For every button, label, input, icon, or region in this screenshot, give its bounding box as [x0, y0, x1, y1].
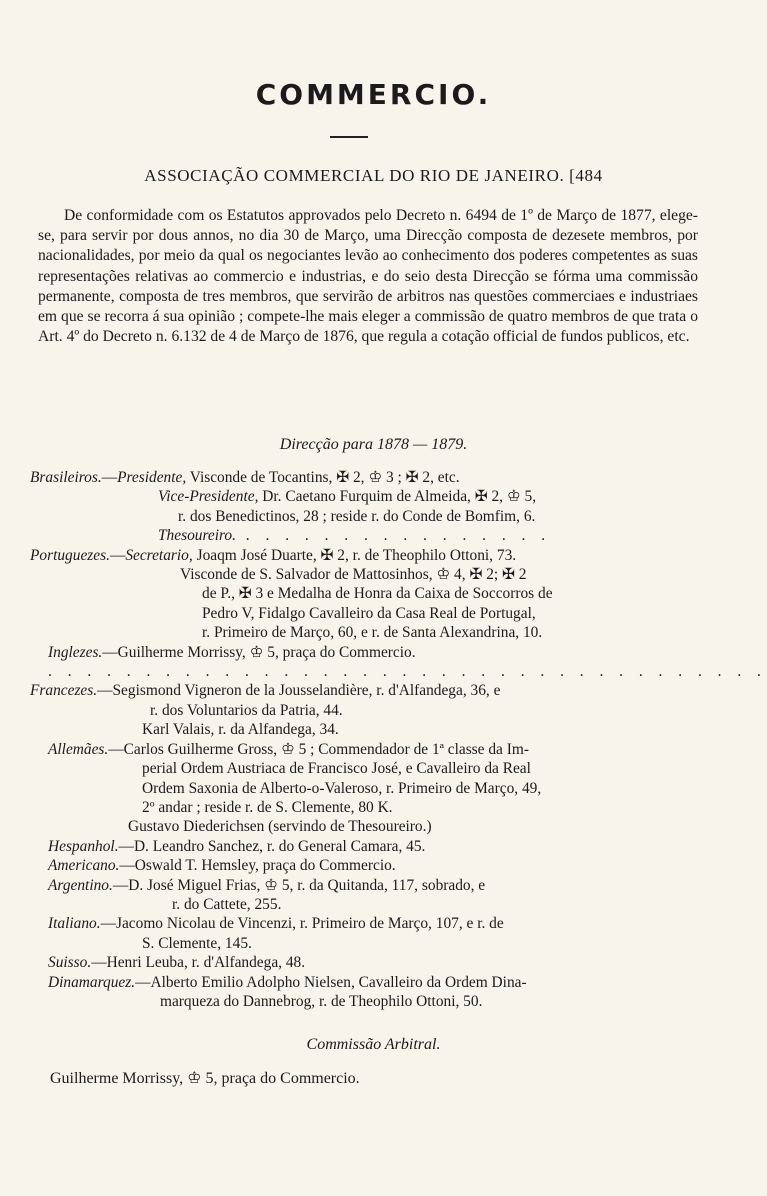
member-text: Segismond Vigneron de la Jousselandière, r. d'Alfandega, 36, e — [112, 682, 501, 700]
entry-allemaes-4: 2º andar ; reside r. de S. Clemente, 80 K. — [142, 798, 393, 816]
entry-dinamarquez-1: Dinamarquez.—Alberto Emilio Adolpho Nielsen, Cavalleiro da Ordem Dina- — [48, 973, 527, 991]
entry-brasileiros-presidente: Brasileiros.—Presidente, Visconde de Tocantins, ✠ 2, ♔ 3 ; ✠ 2, etc. — [30, 469, 460, 486]
entry-brasileiros-tesoureiro: Thesoureiro. . . . . . . . . . . . . . . . . — [158, 527, 552, 545]
nationality-label: Italiano. — [48, 915, 101, 933]
intro-paragraph: De conformidade com os Estatutos approvados pelo Decreto n. 6494 de 1º de Março de 1877, elege-se, para servir por dous annos, no dia 30 de Março, uma Direcção composta de dezesete membros, por nacionalidades, por meio da qual os negociantes levão ao conhecimento dos poderes competentes as suas representações relativas ao commercio e industrias, e do seio desta Direcção se fórma uma commissão permanente, composta de tres membros, que servirão de arbitros nas questões commerciaes e industriaes em que se recorra á sua opinião ; compete-lhe mais eleger a commissão de quatro membros de que trata o Art. 4º do Decreto n. 6.132 de 4 de Março de 1876, que regula a cotação official de fundos publicos, etc. — [38, 207, 698, 346]
member-text: Henri Leuba, r. d'Alfandega, 48. — [106, 954, 306, 972]
role-label: Presidente, — [117, 469, 187, 486]
nationality-label: Hespanhol. — [48, 837, 119, 855]
entry-italiano-2: S. Clemente, 145. — [142, 934, 252, 952]
entry-argentino-2: r. do Cattete, 255. — [172, 895, 282, 913]
association-heading: ASSOCIAÇÃO COMMERCIAL DO RIO DE JANEIRO. [484 — [144, 166, 603, 185]
entry-italiano-1: Italiano.—Jacomo Nicolau de Vincenzi, r. Primeiro de Março, 107, e r. de — [48, 915, 504, 933]
entry-allemaes-1: Allemães.—Carlos Guilherme Gross, ♔ 5 ; Commendador de 1ª classe da Im- — [48, 740, 529, 758]
entry-francezes-1: Francezes.—Segismond Vigneron de la Jousselandière, r. d'Alfandega, 36, e — [30, 682, 501, 700]
entry-brasileiros-vice-cont: r. dos Benedictinos, 28 ; reside r. do Conde de Bomfim, 6. — [178, 507, 536, 525]
commission-heading-text: Commissão Arbitral. — [306, 1036, 441, 1053]
member-text: D. Leandro Sanchez, r. do General Camara, 45. — [133, 837, 426, 855]
entry-argentino-1: Argentino.—D. José Miguel Frias, ♔ 5, r. da Quitanda, 117, sobrado, e — [48, 876, 486, 894]
direction-heading-text: Direcção para 1878 — 1879. — [279, 436, 468, 453]
member-text: Jacomo Nicolau de Vincenzi, r. Primeiro de Março, 107, e r. de — [115, 915, 504, 933]
entry-portuguezes-visconde-3: Pedro V, Fidalgo Cavalleiro da Casa Real de Portugal, — [202, 604, 536, 622]
title-divider — [330, 136, 368, 138]
entry-brasileiros-vice — [30, 487, 690, 506]
entry-suisso: Suisso.—Henri Leuba, r. d'Alfandega, 48. — [48, 954, 306, 972]
page-title: COMMERCIO. — [255, 78, 492, 111]
role-label: Secretario, — [125, 546, 193, 564]
role-label: Thesoureiro. — [158, 527, 236, 545]
member-text: D. José Miguel Frias, ♔ 5, r. da Quitanda, 117, sobrado, e — [128, 876, 486, 894]
member-text: Carlos Guilherme Gross, ♔ 5 ; Commendador de 1ª classe da Im- — [123, 740, 529, 758]
entry-portuguezes-visconde-1: Visconde de S. Salvador de Mattosinhos, ♔ 4, ✠ 2; ✠ 2 — [180, 566, 527, 584]
entry-allemaes-5: Gustavo Diederichsen (servindo de Thesoureiro.) — [128, 818, 432, 836]
commission-heading — [0, 1036, 747, 1054]
entry-francezes-3: Karl Valais, r. da Alfandega, 34. — [142, 721, 339, 739]
nationality-label: Francezes. — [30, 682, 98, 700]
entry-allemaes-3: Ordem Saxonia de Alberto-o-Valeroso, r. Primeiro de Março, 49, — [142, 779, 542, 797]
entry-allemaes-2: perial Ordem Austriaca de Francisco José, e Cavalleiro da Real — [142, 760, 531, 778]
entry-americano: Americano.—Oswald T. Hemsley, praça do Commercio. — [48, 857, 396, 875]
nationality-label: Argentino. — [48, 876, 113, 894]
nationality-label: Suisso. — [48, 954, 92, 972]
nationality-label: Allemães. — [48, 740, 109, 758]
member-text: Dr. Caetano Furquim de Almeida, ✠ 2, ♔ 5, — [262, 488, 537, 506]
entry-portuguezes-visconde-2: de P., ✠ 3 e Medalha de Honra da Caixa de Soccorros de — [202, 585, 553, 603]
member-text: Joaqm José Duarte, ✠ 2, r. de Theophilo Ottoni, 73. — [196, 546, 517, 564]
members-list — [30, 468, 767, 1011]
nationality-label: Inglezes. — [48, 643, 103, 661]
nationality-label: Brasileiros. — [30, 469, 102, 486]
direction-heading — [0, 436, 747, 454]
entry-francezes-2: r. dos Voluntarios da Patria, 44. — [150, 701, 343, 719]
entry-inglezes: Inglezes.—Guilherme Morrissy, ♔ 5, praça do Commercio. — [48, 643, 416, 661]
separator-dots: . . . . . . . . . . . . . . . . . . . . . . . . . . . . . . . . . . . . . — [48, 663, 767, 681]
member-text: Guilherme Morrissy, ♔ 5, praça do Commercio. — [117, 643, 416, 661]
nationality-label: Dinamarquez. — [48, 973, 136, 991]
member-text: Visconde de Tocantins, ✠ 2, ♔ 3 ; ✠ 2, etc. — [189, 469, 460, 486]
nationality-label: Americano. — [48, 857, 120, 875]
nationality-label: Portuguezes. — [30, 546, 110, 564]
commission-member: Guilherme Morrissy, ♔ 5, praça do Commercio. — [50, 1070, 360, 1087]
entry-hespanhol: Hespanhol.—D. Leandro Sanchez, r. do General Camara, 45. — [48, 837, 426, 855]
member-text: Oswald T. Hemsley, praça do Commercio. — [134, 857, 396, 875]
entry-portuguezes-visconde-4: r. Primeiro de Março, 60, e r. de Santa Alexandrina, 10. — [202, 624, 543, 642]
role-label: Vice-Presidente, — [158, 488, 259, 506]
member-text: Alberto Emilio Adolpho Nielsen, Cavalleiro da Ordem Dina- — [150, 973, 527, 991]
entry-dinamarquez-2: marqueza do Dannebrog, r. de Theophilo Ottoni, 50. — [160, 992, 483, 1010]
entry-portuguezes-secretario: Portuguezes.—Secretario, Joaqm José Duarte, ✠ 2, r. de Theophilo Ottoni, 73. — [30, 546, 517, 564]
